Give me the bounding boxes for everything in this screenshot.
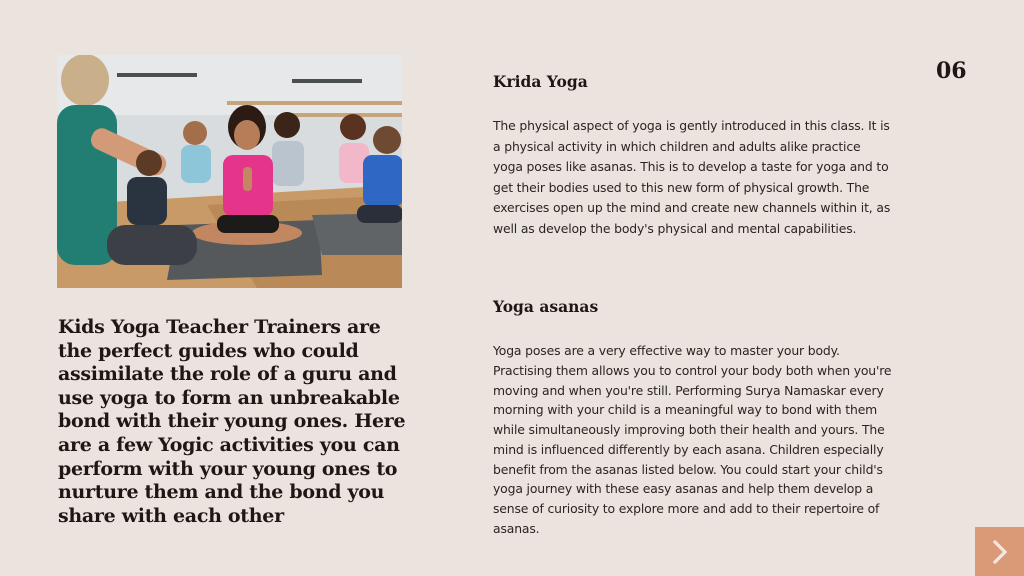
section-title: Krida Yoga bbox=[493, 72, 588, 91]
section-title: Yoga asanas bbox=[493, 297, 599, 316]
section-yoga-asanas bbox=[493, 297, 893, 539]
section-body: Yoga poses are a very effective way to master your body. Practising them allows you to control your body both when you're moving and when you're still. Performing Surya Namaskar every morning with your child is a meaningful way to bond with them while simultaneously improving both their health and yours. The mind is influenced differently by each asana. Children especially benefit from the asanas listed below. You could start your child's yoga journey with these easy asanas and help them develop a sense of curiosity to explore more and add to their repertoire of asanas. bbox=[493, 343, 892, 536]
page-number: 06 bbox=[936, 58, 967, 84]
intro-paragraph: Kids Yoga Teacher Trainers are the perfect guides who could assimilate the role of a guru and use yoga to form an unbreakable bond with their young ones. Here are a few Yogic activities you can perform with your young ones to nurture them and the bond you share with each other bbox=[58, 316, 406, 527]
photo-illustration bbox=[57, 55, 402, 288]
section-body: The physical aspect of yoga is gently introduced in this class. It is a physical activity in which children and adults alike practice yoga poses like asanas. This is to develop a taste for yoga and to get their bodies used to this new form of physical growth. The exercises open up the mind and create new channels within it, as well as develop the body's physical and mental capabilities. bbox=[493, 118, 891, 236]
section-krida-yoga bbox=[493, 72, 893, 239]
yoga-class-photo bbox=[57, 55, 402, 288]
next-slide-button[interactable] bbox=[975, 527, 1024, 576]
chevron-right-icon bbox=[989, 539, 1011, 565]
